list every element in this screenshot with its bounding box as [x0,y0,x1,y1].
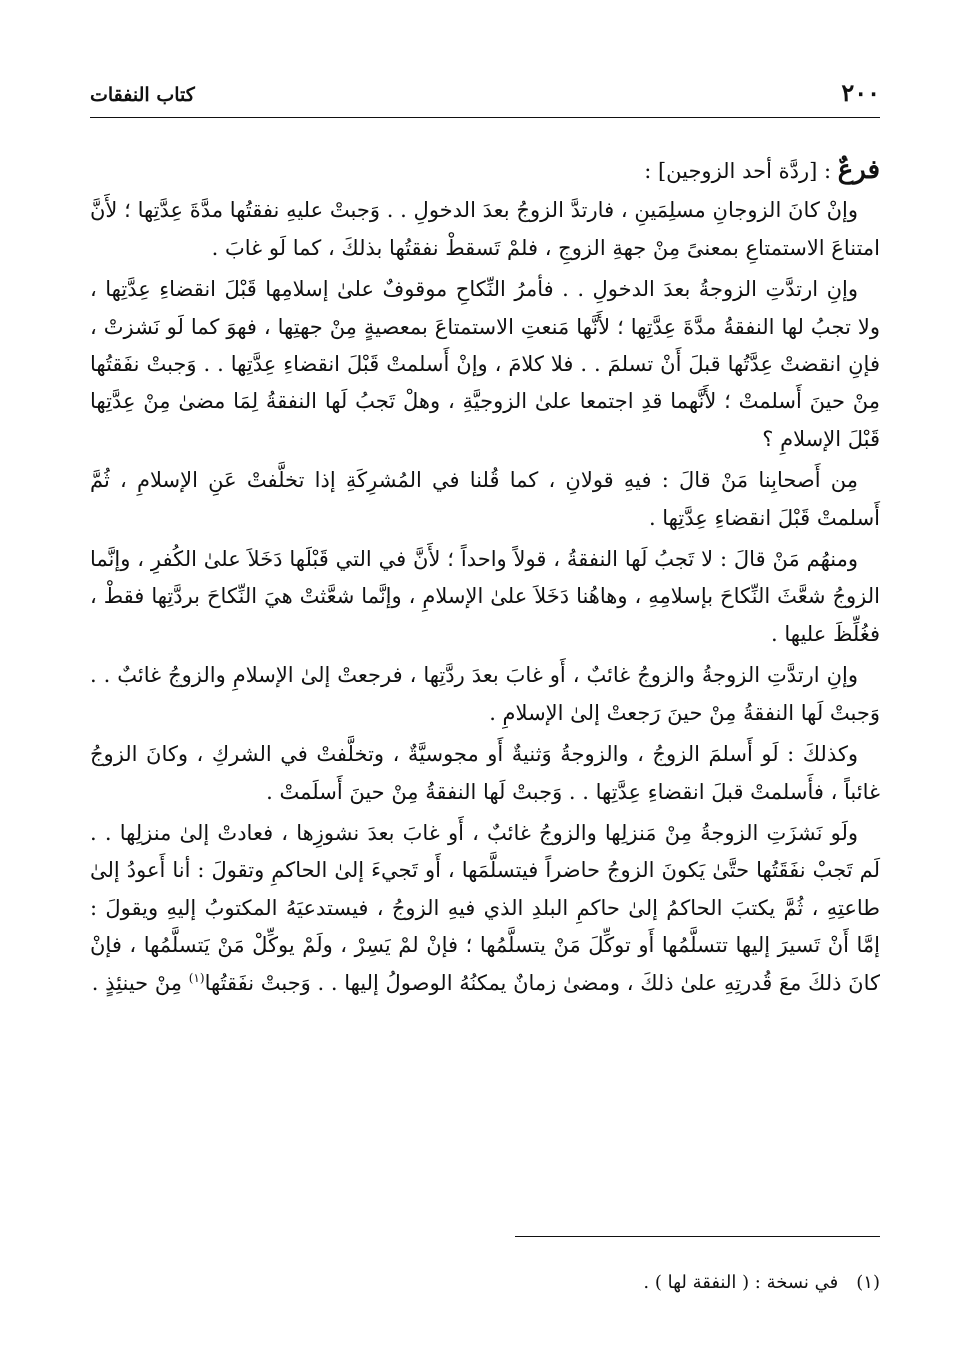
paragraph-tail: مِنْ حينئِذٍ . [91,970,189,995]
page-body [90,152,880,1002]
paragraph: وإنِ ارتدَّتِ الزوجةُ بعدَ الدخولِ . . فأمرُ النِّكاحِ موقوفٌ علىٰ إسلامِها قَبْلَ انقضاءِ عِدَّتِها ، ولا تجبُ لها النفقةُ مدَّةَ عِدَّتِها ؛ لأَنَّها مَنعتِ الاستمتاعَ بمعصيةٍ مِنْ جهتِها ، فهوَ كما لَو نَشزتْ ، فإنِ انقضتْ عِدَّتُها قبلَ أَنْ تسلمَ . . فلا كلامَ ، وإنْ أَسلمتْ قَبْلَ انقضاءِ عِدَّتِها . . وَجبتْ نفَقتُها مِنْ حينَ أَسلمتْ ؛ لأَنَّهما قدِ اجتمعا علىٰ الزوجيَّةِ ، وهلْ تَجبُ لَها النفقةُ لِمَا مضىٰ مِنْ عِدَّتِها قَبْلَ الإسلامِ ؟ [90,277,880,451]
paragraph: مِن أَصحابِنا مَنْ قالَ : فيهِ قولانِ ، كما قُلنا في المُشرِكَةِ إذا تخلَّفتْ عَنِ الإسلامِ ، ثُمَّ أَسلمتْ قَبْلَ انقضاءِ عِدَّتِها . [90,468,880,530]
paragraph: وكذلكَ : لَو أَسلمَ الزوجُ ، والزوجةُ وَثنيةٌ أَو مجوسيَّةٌ ، وتخلَّفتْ في الشركِ ، وكانَ الزوجُ غائباً ، فأَسلمتْ قبلَ انقضاءِ عِدَّتِها . . وَجبتْ لَها النفقةُ مِنْ حينَ أَسلَمتْ . [90,742,880,804]
paragraph: وإنْ كانَ الزوجانِ مسلِمَينِ ، فارتدَّ الزوجُ بعدَ الدخولِ . . وَجبتْ عليهِ نفقتُها مدَّةَ عِدَّتِها ؛ لأَنَّ امتناعَ الاستمتاعِ بمعنىً مِنْ جهةِ الزوجِ ، فلمْ تَسقطْ نفقتُها بذلكَ ، كما لَو غابَ . [90,198,880,260]
section-heading [90,152,880,190]
paragraph-with-footnote [90,815,880,1002]
page-number: ٢٠٠ [841,78,880,107]
section-title: : [ردَّة أحد الزوجين] : [644,159,838,183]
footnote-reference[interactable]: (١) [188,970,205,985]
header-rule [90,117,880,118]
section-label: فرعٌ [837,155,880,185]
running-title: كتاب النفقات [90,84,195,106]
footnote-item [90,1272,880,1293]
footnote-rule [515,1236,880,1237]
paragraph: وإنِ ارتدَّتِ الزوجةُ والزوجُ غائبٌ ، أَو غابَ بعدَ ردَّتِها ، فرجعتْ إلىٰ الإسلامِ والزوجُ غائبٌ . . وَجبتْ لَها النفقةُ مِنْ حينَ رَجعتْ إلىٰ الإسلامِ . [90,663,880,725]
footnotes [90,1272,880,1293]
paragraph: ومنهُم مَنْ قالَ : لا تَجبُ لَها النفقةُ ، قولاً واحداً ؛ لأَنَّ في التي قَبْلَها دَخَلاَ علىٰ الكُفرِ ، وإنَّما الزوجُ شعَّثَ النِّكاحَ بإسلامِهِ ، وهاهُنا دَخَلاَ علىٰ الإسلامِ ، وإنَّما شعَّثتْ هيَ النِّكاحَ بردَّتِها فقطْ ، فغُلِّظَ عليها . [90,547,880,646]
page-header [90,78,880,118]
footnote-text: في نسخة : ( النفقة لها ) . [643,1272,839,1293]
paragraph-text: ولَو نَشزَتِ الزوجةُ مِنْ مَنزلِها والزوجُ غائبٌ ، أَو غابَ بعدَ نشوزِها ، فعادتْ إلىٰ منزلِها . . لَم تَجبْ نفَقَتُها حتَّىٰ يَكونَ الزوجُ حاضراً فيتسلَّمَها ، أَو تَجيءَ إلىٰ الحاكمِ وتقولَ : أنا أَعودُ إلىٰ طاعتِهِ ، ثُمَّ يكتبَ الحاكمُ إلىٰ حاكمِ البلدِ الذي فيهِ الزوجُ ، فيستدعيَهُ المكتوبُ إليهِ ويقولَ : إمَّا أَنْ تَسيرَ إليها تتسلَّمُها أَو توكِّلَ مَنْ يتسلَّمُها ؛ فإنْ لمْ يَسِرْ ، ولَمْ يوكِّلْ مَنْ يَتسلَّمُها ، فإنْ كانَ ذلكَ معَ قُدرتِهِ علىٰ ذلكَ ، ومضىٰ زمانٌ يمكنُهُ الوصولُ إليها . . وَجبتْ نفَقتُها [90,820,880,995]
footnote-number: (١) [856,1272,880,1293]
